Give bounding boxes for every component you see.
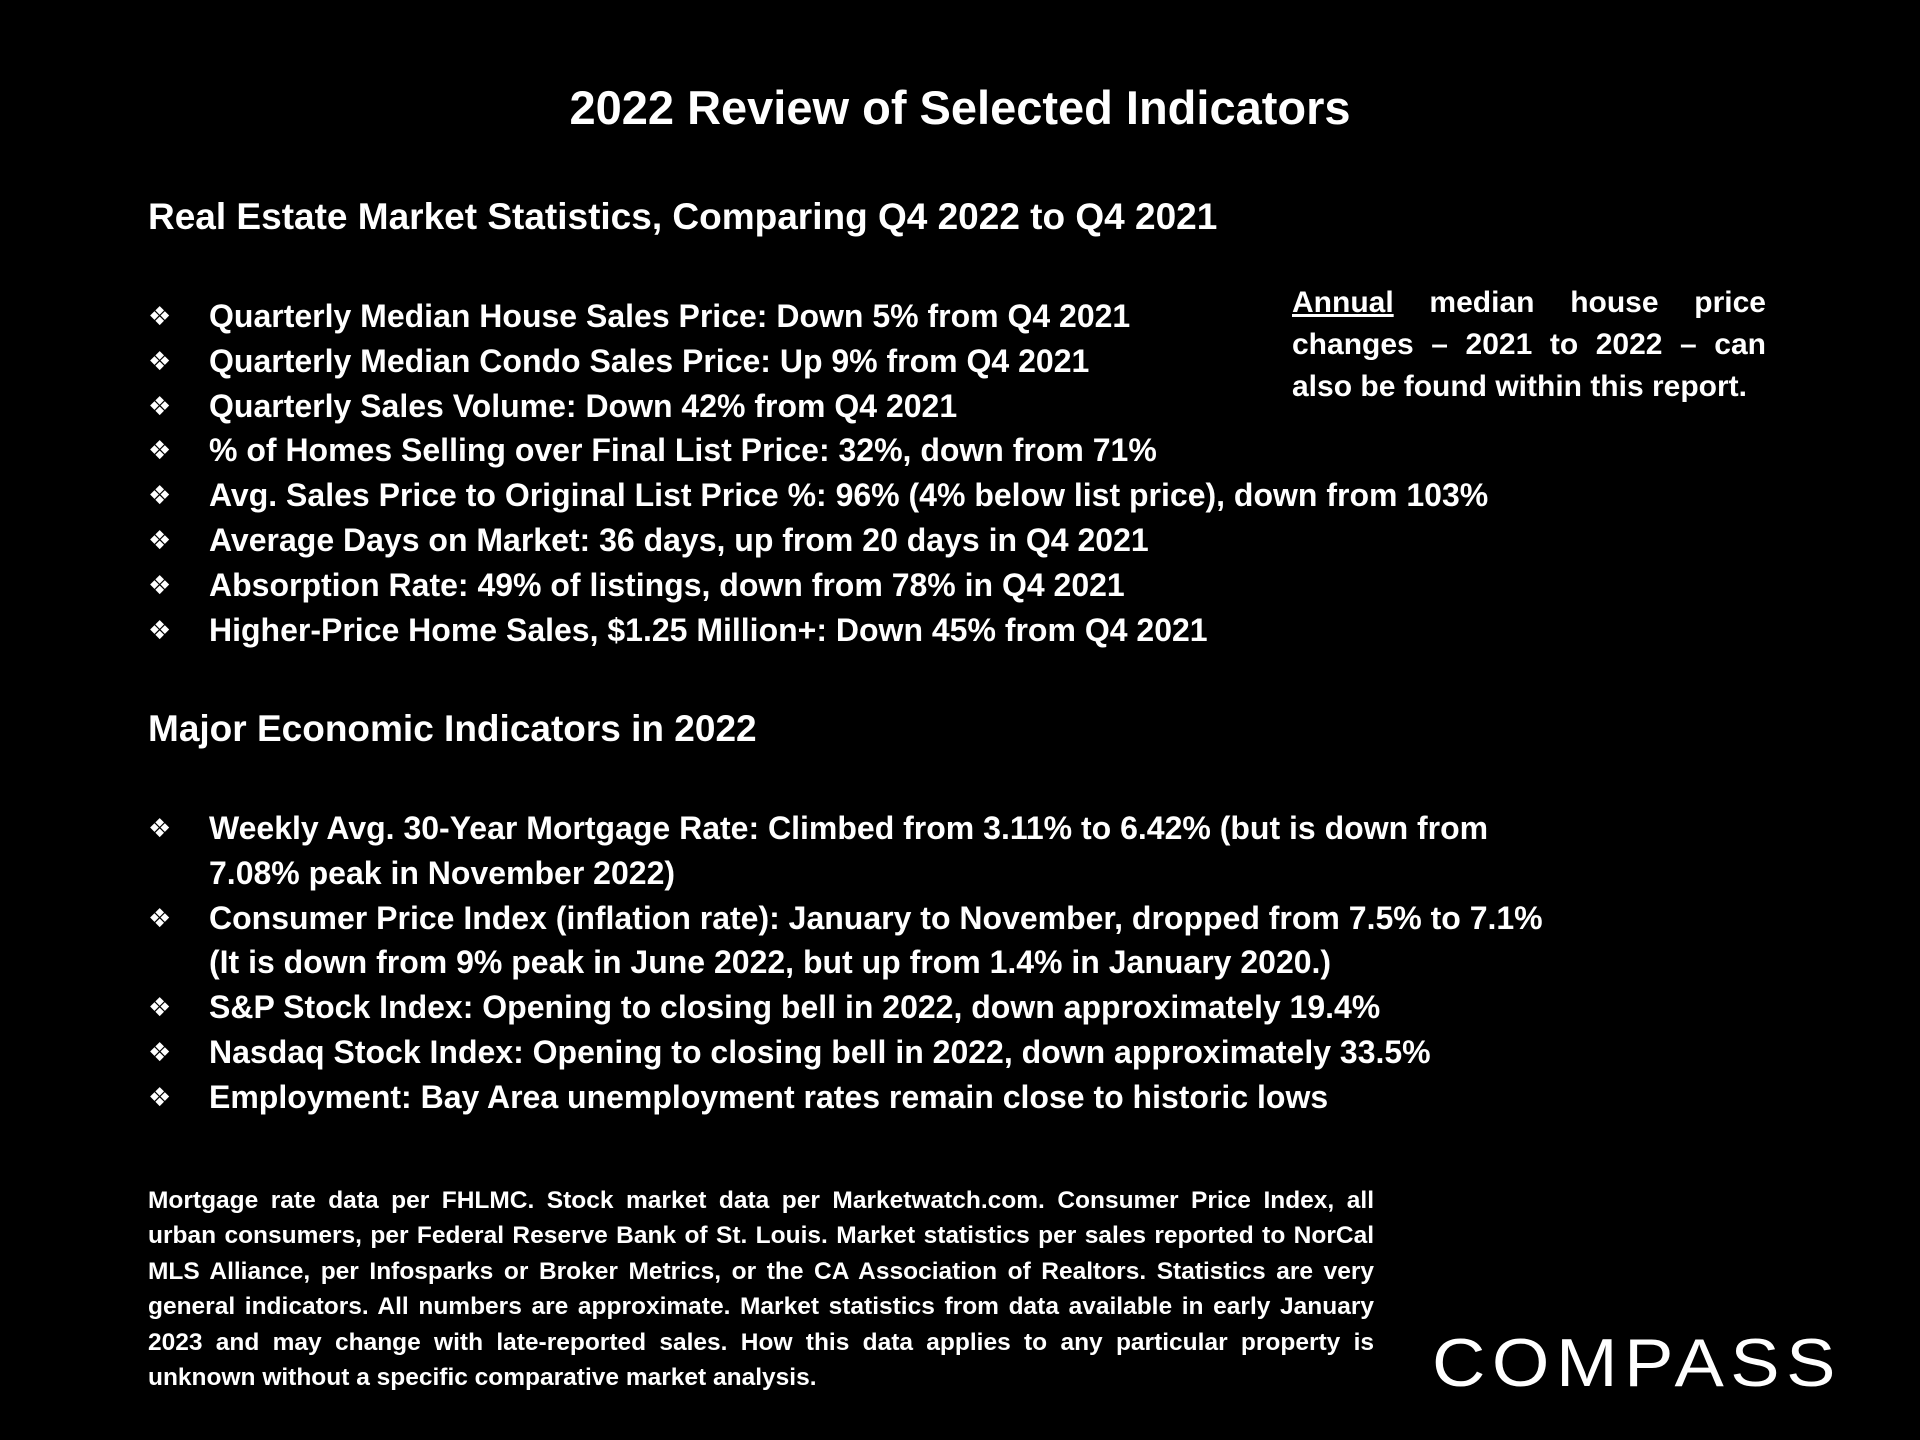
bullet-icon: ❖ xyxy=(148,614,172,645)
compass-logo xyxy=(1432,1326,1852,1396)
bullet-icon: ❖ xyxy=(148,524,172,555)
list-item: ❖ % of Homes Selling over Final List Price: 32%, down from 71% xyxy=(148,428,1648,473)
economic-heading: Major Economic Indicators in 2022 xyxy=(148,708,757,749)
list-item: ❖ Absorption Rate: 49% of listings, down from 78% in Q4 2021 xyxy=(148,563,1648,608)
bullet-icon: ❖ xyxy=(148,569,172,600)
bullet-icon: ❖ xyxy=(148,301,172,331)
logo-wordmark: COMPASS xyxy=(1432,1326,1842,1396)
economic-list xyxy=(148,806,1568,1120)
bullet-icon: ❖ xyxy=(148,813,172,843)
list-item: ❖ Weekly Avg. 30-Year Mortgage Rate: Climbed from 3.11% to 6.42% (but is down from 7.08% peak in November 2022) xyxy=(148,806,1568,896)
list-item: ❖ Higher-Price Home Sales, $1.25 Million+: Down 45% from Q4 2021 xyxy=(148,608,1648,653)
list-item: ❖ S&P Stock Index: Opening to closing bell in 2022, down approximately 19.4% xyxy=(148,985,1568,1030)
bullet-icon: ❖ xyxy=(148,992,172,1023)
bullet-icon: ❖ xyxy=(148,902,172,933)
annual-note-text: median house price changes – 2021 to 2022 – can also be found within this report. xyxy=(1292,286,1766,403)
list-item: ❖ Average Days on Market: 36 days, up from 20 days in Q4 2021 xyxy=(148,518,1648,563)
annual-underlined-text: Annual xyxy=(1292,286,1394,319)
list-item: ❖ Quarterly Median House Sales Price: Down 5% from Q4 2021 xyxy=(148,294,1648,339)
list-item: ❖ Employment: Bay Area unemployment rates remain close to historic lows xyxy=(148,1075,1568,1120)
bullet-icon: ❖ xyxy=(148,1081,172,1112)
list-item: ❖ Avg. Sales Price to Original List Price %: 96% (4% below list price), down from 103% xyxy=(148,473,1648,518)
annual-changes-note xyxy=(1292,282,1766,408)
footnote: Mortgage rate data per FHLMC. Stock market data per Marketwatch.com. Consumer Price Index, all urban consumers, per Federal Reserve Bank of St. Louis. Market statistics per sales reported to NorCal MLS Alliance, per Infosparks or Broker Metrics, or the CA Association of Realtors. Statistics are very general indicators. All numbers are approximate. Market statistics from data available in early January 2023 and may change with late-reported sales. How this data applies to any particular property is unknown without a specific comparative market analysis. xyxy=(148,1187,1374,1392)
bullet-icon: ❖ xyxy=(148,480,172,511)
bullet-icon: ❖ xyxy=(148,345,172,376)
bullet-icon: ❖ xyxy=(148,1036,172,1067)
page-title: 2022 Review of Selected Indicators xyxy=(569,81,1351,134)
bullet-icon: ❖ xyxy=(148,390,172,421)
bullet-icon: ❖ xyxy=(148,435,172,466)
list-item: ❖ Quarterly Median Condo Sales Price: Up 9% from Q4 2021 xyxy=(148,339,1648,384)
list-item: ❖ Consumer Price Index (inflation rate): January to November, dropped from 7.5% to 7.1% (It is down from 9% peak in June 2022, but up from 1.4% in January 2020.) xyxy=(148,896,1568,986)
list-item: ❖ Quarterly Sales Volume: Down 42% from Q4 2021 xyxy=(148,384,1648,429)
list-item: ❖ Nasdaq Stock Index: Opening to closing bell in 2022, down approximately 33.5% xyxy=(148,1030,1568,1075)
real-estate-heading: Real Estate Market Statistics, Comparing Q4 2022 to Q4 2021 xyxy=(148,196,1218,237)
